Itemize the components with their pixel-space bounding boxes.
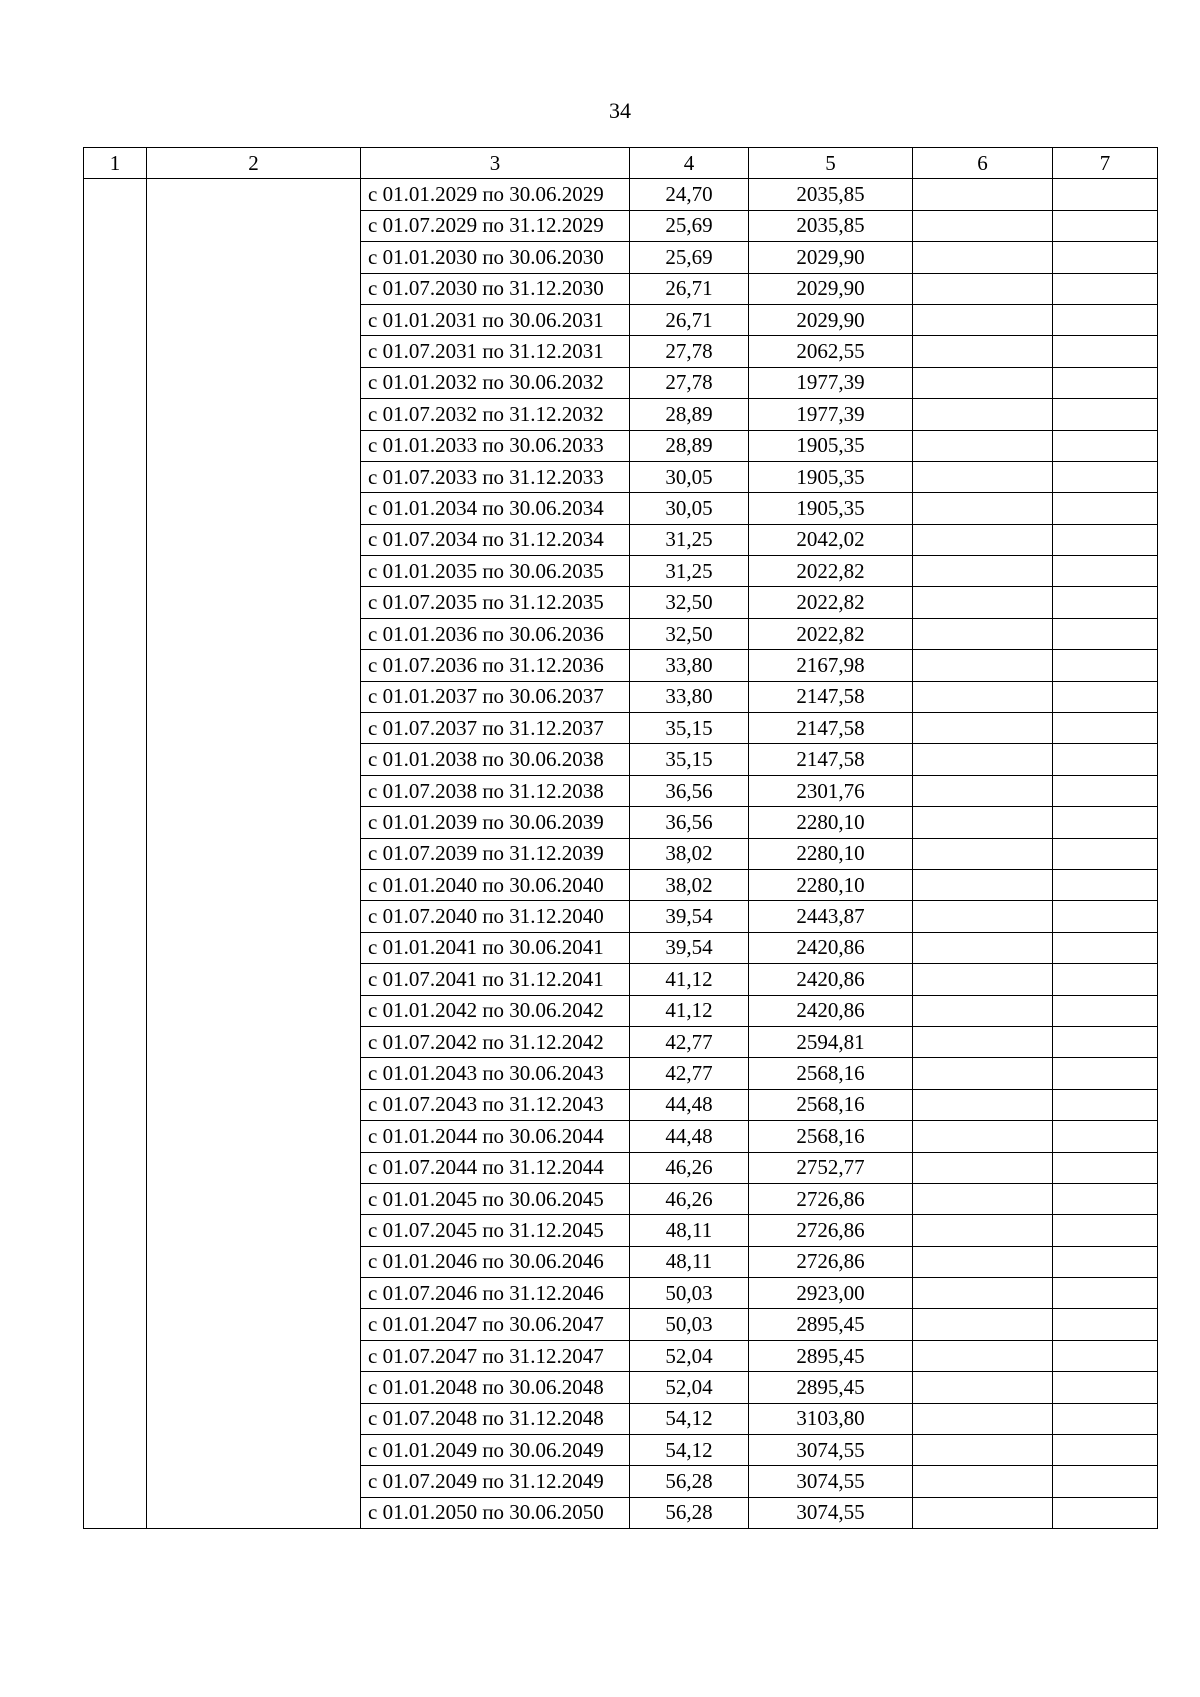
- value-cell-col4: 52,04: [630, 1340, 749, 1371]
- period-cell: с 01.01.2034 по 30.06.2034: [361, 493, 630, 524]
- value-cell-col4: 41,12: [630, 964, 749, 995]
- value-cell-col4: 28,89: [630, 430, 749, 461]
- period-cell: с 01.01.2029 по 30.06.2029: [361, 179, 630, 210]
- value-cell-col6: [913, 1372, 1053, 1403]
- value-cell-col4: 52,04: [630, 1372, 749, 1403]
- period-cell: с 01.07.2035 по 31.12.2035: [361, 587, 630, 618]
- value-cell-col5: 2147,58: [749, 681, 913, 712]
- value-cell-col4: 42,77: [630, 1058, 749, 1089]
- value-cell-col6: [913, 1183, 1053, 1214]
- value-cell-col6: [913, 556, 1053, 587]
- value-cell-col5: 2035,85: [749, 179, 913, 210]
- period-cell: с 01.01.2048 по 30.06.2048: [361, 1372, 630, 1403]
- value-cell-col5: 3074,55: [749, 1466, 913, 1497]
- value-cell-col5: 2726,86: [749, 1246, 913, 1277]
- value-cell-col7: [1053, 838, 1158, 869]
- value-cell-col4: 28,89: [630, 399, 749, 430]
- value-cell-col6: [913, 587, 1053, 618]
- page-number: 34: [609, 98, 631, 123]
- period-cell: с 01.07.2045 по 31.12.2045: [361, 1215, 630, 1246]
- period-cell: с 01.01.2037 по 30.06.2037: [361, 681, 630, 712]
- value-cell-col6: [913, 1121, 1053, 1152]
- value-cell-col7: [1053, 1278, 1158, 1309]
- value-cell-col7: [1053, 399, 1158, 430]
- value-cell-col7: [1053, 775, 1158, 806]
- period-cell: с 01.01.2036 по 30.06.2036: [361, 618, 630, 649]
- value-cell-col4: 38,02: [630, 838, 749, 869]
- value-cell-col5: 2280,10: [749, 869, 913, 900]
- period-cell: с 01.07.2043 по 31.12.2043: [361, 1089, 630, 1120]
- value-cell-col7: [1053, 304, 1158, 335]
- value-cell-col7: [1053, 587, 1158, 618]
- period-cell: с 01.07.2031 по 31.12.2031: [361, 336, 630, 367]
- value-cell-col4: 27,78: [630, 367, 749, 398]
- period-cell: с 01.01.2041 по 30.06.2041: [361, 932, 630, 963]
- value-cell-col5: 2420,86: [749, 964, 913, 995]
- value-cell-col6: [913, 1309, 1053, 1340]
- period-cell: с 01.01.2049 по 30.06.2049: [361, 1435, 630, 1466]
- value-cell-col5: 2568,16: [749, 1058, 913, 1089]
- period-cell: с 01.01.2046 по 30.06.2046: [361, 1246, 630, 1277]
- value-cell-col5: 2167,98: [749, 650, 913, 681]
- value-cell-col6: [913, 461, 1053, 492]
- value-cell-col7: [1053, 964, 1158, 995]
- period-cell: с 01.07.2046 по 31.12.2046: [361, 1278, 630, 1309]
- value-cell-col7: [1053, 1309, 1158, 1340]
- value-cell-col7: [1053, 336, 1158, 367]
- value-cell-col6: [913, 1497, 1053, 1528]
- value-cell-col7: [1053, 1340, 1158, 1371]
- value-cell-col7: [1053, 681, 1158, 712]
- period-cell: с 01.07.2041 по 31.12.2041: [361, 964, 630, 995]
- period-cell: с 01.01.2045 по 30.06.2045: [361, 1183, 630, 1214]
- value-cell-col6: [913, 1152, 1053, 1183]
- value-cell-col6: [913, 775, 1053, 806]
- column-header: 6: [913, 148, 1053, 179]
- value-cell-col5: 2022,82: [749, 618, 913, 649]
- header-row: [84, 148, 1158, 179]
- period-cell: с 01.01.2042 по 30.06.2042: [361, 995, 630, 1026]
- value-cell-col5: 2280,10: [749, 838, 913, 869]
- value-cell-col7: [1053, 556, 1158, 587]
- value-cell-col5: 3074,55: [749, 1435, 913, 1466]
- value-cell-col6: [913, 1278, 1053, 1309]
- value-cell-col6: [913, 430, 1053, 461]
- table-body: [84, 179, 1158, 1529]
- value-cell-col6: [913, 869, 1053, 900]
- value-cell-col7: [1053, 869, 1158, 900]
- value-cell-col6: [913, 995, 1053, 1026]
- value-cell-col5: 2301,76: [749, 775, 913, 806]
- period-cell: с 01.07.2030 по 31.12.2030: [361, 273, 630, 304]
- value-cell-col7: [1053, 461, 1158, 492]
- value-cell-col4: 32,50: [630, 618, 749, 649]
- value-cell-col7: [1053, 1058, 1158, 1089]
- period-cell: с 01.01.2031 по 30.06.2031: [361, 304, 630, 335]
- value-cell-col7: [1053, 713, 1158, 744]
- value-cell-col6: [913, 242, 1053, 273]
- value-cell-col4: 35,15: [630, 744, 749, 775]
- value-cell-col7: [1053, 744, 1158, 775]
- value-cell-col5: 2035,85: [749, 210, 913, 241]
- value-cell-col7: [1053, 210, 1158, 241]
- column-header: 7: [1053, 148, 1158, 179]
- value-cell-col5: 1905,35: [749, 430, 913, 461]
- value-cell-col7: [1053, 1435, 1158, 1466]
- value-cell-col6: [913, 1058, 1053, 1089]
- period-cell: с 01.07.2039 по 31.12.2039: [361, 838, 630, 869]
- value-cell-col5: 2923,00: [749, 1278, 913, 1309]
- value-cell-col6: [913, 932, 1053, 963]
- value-cell-col5: 2443,87: [749, 901, 913, 932]
- value-cell-col4: 44,48: [630, 1089, 749, 1120]
- value-cell-col5: 2022,82: [749, 587, 913, 618]
- value-cell-col6: [913, 1026, 1053, 1057]
- value-cell-col5: 2895,45: [749, 1309, 913, 1340]
- value-cell-col7: [1053, 1403, 1158, 1434]
- value-cell-col6: [913, 399, 1053, 430]
- period-cell: с 01.07.2044 по 31.12.2044: [361, 1152, 630, 1183]
- period-cell: с 01.07.2032 по 31.12.2032: [361, 399, 630, 430]
- value-cell-col5: 3074,55: [749, 1497, 913, 1528]
- value-cell-col5: 2726,86: [749, 1183, 913, 1214]
- value-cell-col4: 48,11: [630, 1215, 749, 1246]
- value-cell-col5: 2594,81: [749, 1026, 913, 1057]
- period-cell: с 01.07.2048 по 31.12.2048: [361, 1403, 630, 1434]
- value-cell-col4: 33,80: [630, 681, 749, 712]
- value-cell-col4: 38,02: [630, 869, 749, 900]
- value-cell-col6: [913, 681, 1053, 712]
- value-cell-col5: 2895,45: [749, 1372, 913, 1403]
- period-cell: с 01.01.2050 по 30.06.2050: [361, 1497, 630, 1528]
- value-cell-col5: 1905,35: [749, 493, 913, 524]
- period-cell: с 01.01.2038 по 30.06.2038: [361, 744, 630, 775]
- value-cell-col4: 30,05: [630, 461, 749, 492]
- period-cell: с 01.07.2037 по 31.12.2037: [361, 713, 630, 744]
- column-header: 4: [630, 148, 749, 179]
- value-cell-col6: [913, 838, 1053, 869]
- value-cell-col7: [1053, 1372, 1158, 1403]
- value-cell-col6: [913, 744, 1053, 775]
- value-cell-col6: [913, 618, 1053, 649]
- value-cell-col6: [913, 304, 1053, 335]
- period-cell: с 01.07.2042 по 31.12.2042: [361, 1026, 630, 1057]
- value-cell-col7: [1053, 1215, 1158, 1246]
- value-cell-col4: 26,71: [630, 273, 749, 304]
- period-cell: с 01.07.2047 по 31.12.2047: [361, 1340, 630, 1371]
- merged-cell-col1: [84, 179, 147, 1529]
- column-header: 1: [84, 148, 147, 179]
- value-cell-col7: [1053, 932, 1158, 963]
- period-cell: с 01.07.2033 по 31.12.2033: [361, 461, 630, 492]
- value-cell-col7: [1053, 242, 1158, 273]
- tariff-table: [83, 147, 1158, 1529]
- value-cell-col7: [1053, 995, 1158, 1026]
- value-cell-col5: 2029,90: [749, 273, 913, 304]
- value-cell-col4: 39,54: [630, 901, 749, 932]
- value-cell-col5: 2280,10: [749, 807, 913, 838]
- period-cell: с 01.01.2030 по 30.06.2030: [361, 242, 630, 273]
- value-cell-col6: [913, 1466, 1053, 1497]
- value-cell-col6: [913, 179, 1053, 210]
- value-cell-col4: 54,12: [630, 1435, 749, 1466]
- value-cell-col6: [913, 1403, 1053, 1434]
- period-cell: с 01.01.2032 по 30.06.2032: [361, 367, 630, 398]
- period-cell: с 01.01.2039 по 30.06.2039: [361, 807, 630, 838]
- value-cell-col5: 2726,86: [749, 1215, 913, 1246]
- value-cell-col6: [913, 493, 1053, 524]
- value-cell-col7: [1053, 179, 1158, 210]
- value-cell-col5: 2568,16: [749, 1089, 913, 1120]
- value-cell-col7: [1053, 1026, 1158, 1057]
- value-cell-col7: [1053, 367, 1158, 398]
- value-cell-col4: 25,69: [630, 242, 749, 273]
- value-cell-col4: 27,78: [630, 336, 749, 367]
- value-cell-col5: 2420,86: [749, 995, 913, 1026]
- period-cell: с 01.07.2029 по 31.12.2029: [361, 210, 630, 241]
- value-cell-col6: [913, 807, 1053, 838]
- value-cell-col4: 41,12: [630, 995, 749, 1026]
- value-cell-col7: [1053, 807, 1158, 838]
- value-cell-col5: 3103,80: [749, 1403, 913, 1434]
- value-cell-col5: 2420,86: [749, 932, 913, 963]
- value-cell-col7: [1053, 650, 1158, 681]
- value-cell-col4: 48,11: [630, 1246, 749, 1277]
- value-cell-col4: 44,48: [630, 1121, 749, 1152]
- period-cell: с 01.01.2047 по 30.06.2047: [361, 1309, 630, 1340]
- value-cell-col7: [1053, 1466, 1158, 1497]
- value-cell-col7: [1053, 1121, 1158, 1152]
- value-cell-col7: [1053, 618, 1158, 649]
- value-cell-col5: 2147,58: [749, 744, 913, 775]
- value-cell-col4: 46,26: [630, 1152, 749, 1183]
- period-cell: с 01.01.2040 по 30.06.2040: [361, 869, 630, 900]
- value-cell-col6: [913, 1435, 1053, 1466]
- value-cell-col7: [1053, 1152, 1158, 1183]
- value-cell-col6: [913, 964, 1053, 995]
- value-cell-col6: [913, 1089, 1053, 1120]
- value-cell-col4: 24,70: [630, 179, 749, 210]
- period-cell: с 01.07.2036 по 31.12.2036: [361, 650, 630, 681]
- value-cell-col6: [913, 1215, 1053, 1246]
- value-cell-col4: 36,56: [630, 807, 749, 838]
- table-row: [84, 179, 1158, 210]
- value-cell-col5: 2029,90: [749, 242, 913, 273]
- column-header: 2: [147, 148, 361, 179]
- column-header: 5: [749, 148, 913, 179]
- value-cell-col6: [913, 1246, 1053, 1277]
- value-cell-col7: [1053, 1246, 1158, 1277]
- value-cell-col7: [1053, 1183, 1158, 1214]
- value-cell-col6: [913, 650, 1053, 681]
- period-cell: с 01.07.2038 по 31.12.2038: [361, 775, 630, 806]
- value-cell-col5: 1977,39: [749, 367, 913, 398]
- value-cell-col4: 50,03: [630, 1278, 749, 1309]
- value-cell-col6: [913, 336, 1053, 367]
- value-cell-col4: 26,71: [630, 304, 749, 335]
- period-cell: с 01.01.2035 по 30.06.2035: [361, 556, 630, 587]
- value-cell-col4: 31,25: [630, 556, 749, 587]
- value-cell-col5: 2568,16: [749, 1121, 913, 1152]
- value-cell-col6: [913, 713, 1053, 744]
- value-cell-col4: 36,56: [630, 775, 749, 806]
- value-cell-col4: 31,25: [630, 524, 749, 555]
- value-cell-col4: 54,12: [630, 1403, 749, 1434]
- value-cell-col7: [1053, 1089, 1158, 1120]
- value-cell-col7: [1053, 901, 1158, 932]
- value-cell-col6: [913, 210, 1053, 241]
- value-cell-col4: 39,54: [630, 932, 749, 963]
- value-cell-col4: 33,80: [630, 650, 749, 681]
- value-cell-col6: [913, 1340, 1053, 1371]
- period-cell: с 01.07.2049 по 31.12.2049: [361, 1466, 630, 1497]
- value-cell-col7: [1053, 273, 1158, 304]
- value-cell-col7: [1053, 493, 1158, 524]
- period-cell: с 01.01.2033 по 30.06.2033: [361, 430, 630, 461]
- value-cell-col5: 2042,02: [749, 524, 913, 555]
- value-cell-col4: 56,28: [630, 1497, 749, 1528]
- value-cell-col6: [913, 367, 1053, 398]
- value-cell-col4: 42,77: [630, 1026, 749, 1057]
- value-cell-col5: 1977,39: [749, 399, 913, 430]
- column-header: 3: [361, 148, 630, 179]
- value-cell-col6: [913, 901, 1053, 932]
- value-cell-col7: [1053, 524, 1158, 555]
- value-cell-col5: 2062,55: [749, 336, 913, 367]
- value-cell-col6: [913, 273, 1053, 304]
- period-cell: с 01.01.2044 по 30.06.2044: [361, 1121, 630, 1152]
- value-cell-col5: 2147,58: [749, 713, 913, 744]
- value-cell-col4: 35,15: [630, 713, 749, 744]
- value-cell-col4: 50,03: [630, 1309, 749, 1340]
- merged-cell-col2: [147, 179, 361, 1529]
- value-cell-col6: [913, 524, 1053, 555]
- value-cell-col4: 30,05: [630, 493, 749, 524]
- value-cell-col4: 56,28: [630, 1466, 749, 1497]
- value-cell-col5: 2029,90: [749, 304, 913, 335]
- value-cell-col7: [1053, 1497, 1158, 1528]
- value-cell-col4: 46,26: [630, 1183, 749, 1214]
- value-cell-col7: [1053, 430, 1158, 461]
- period-cell: с 01.01.2043 по 30.06.2043: [361, 1058, 630, 1089]
- value-cell-col4: 32,50: [630, 587, 749, 618]
- value-cell-col5: 2022,82: [749, 556, 913, 587]
- value-cell-col5: 1905,35: [749, 461, 913, 492]
- value-cell-col5: 2895,45: [749, 1340, 913, 1371]
- value-cell-col5: 2752,77: [749, 1152, 913, 1183]
- period-cell: с 01.07.2034 по 31.12.2034: [361, 524, 630, 555]
- value-cell-col4: 25,69: [630, 210, 749, 241]
- period-cell: с 01.07.2040 по 31.12.2040: [361, 901, 630, 932]
